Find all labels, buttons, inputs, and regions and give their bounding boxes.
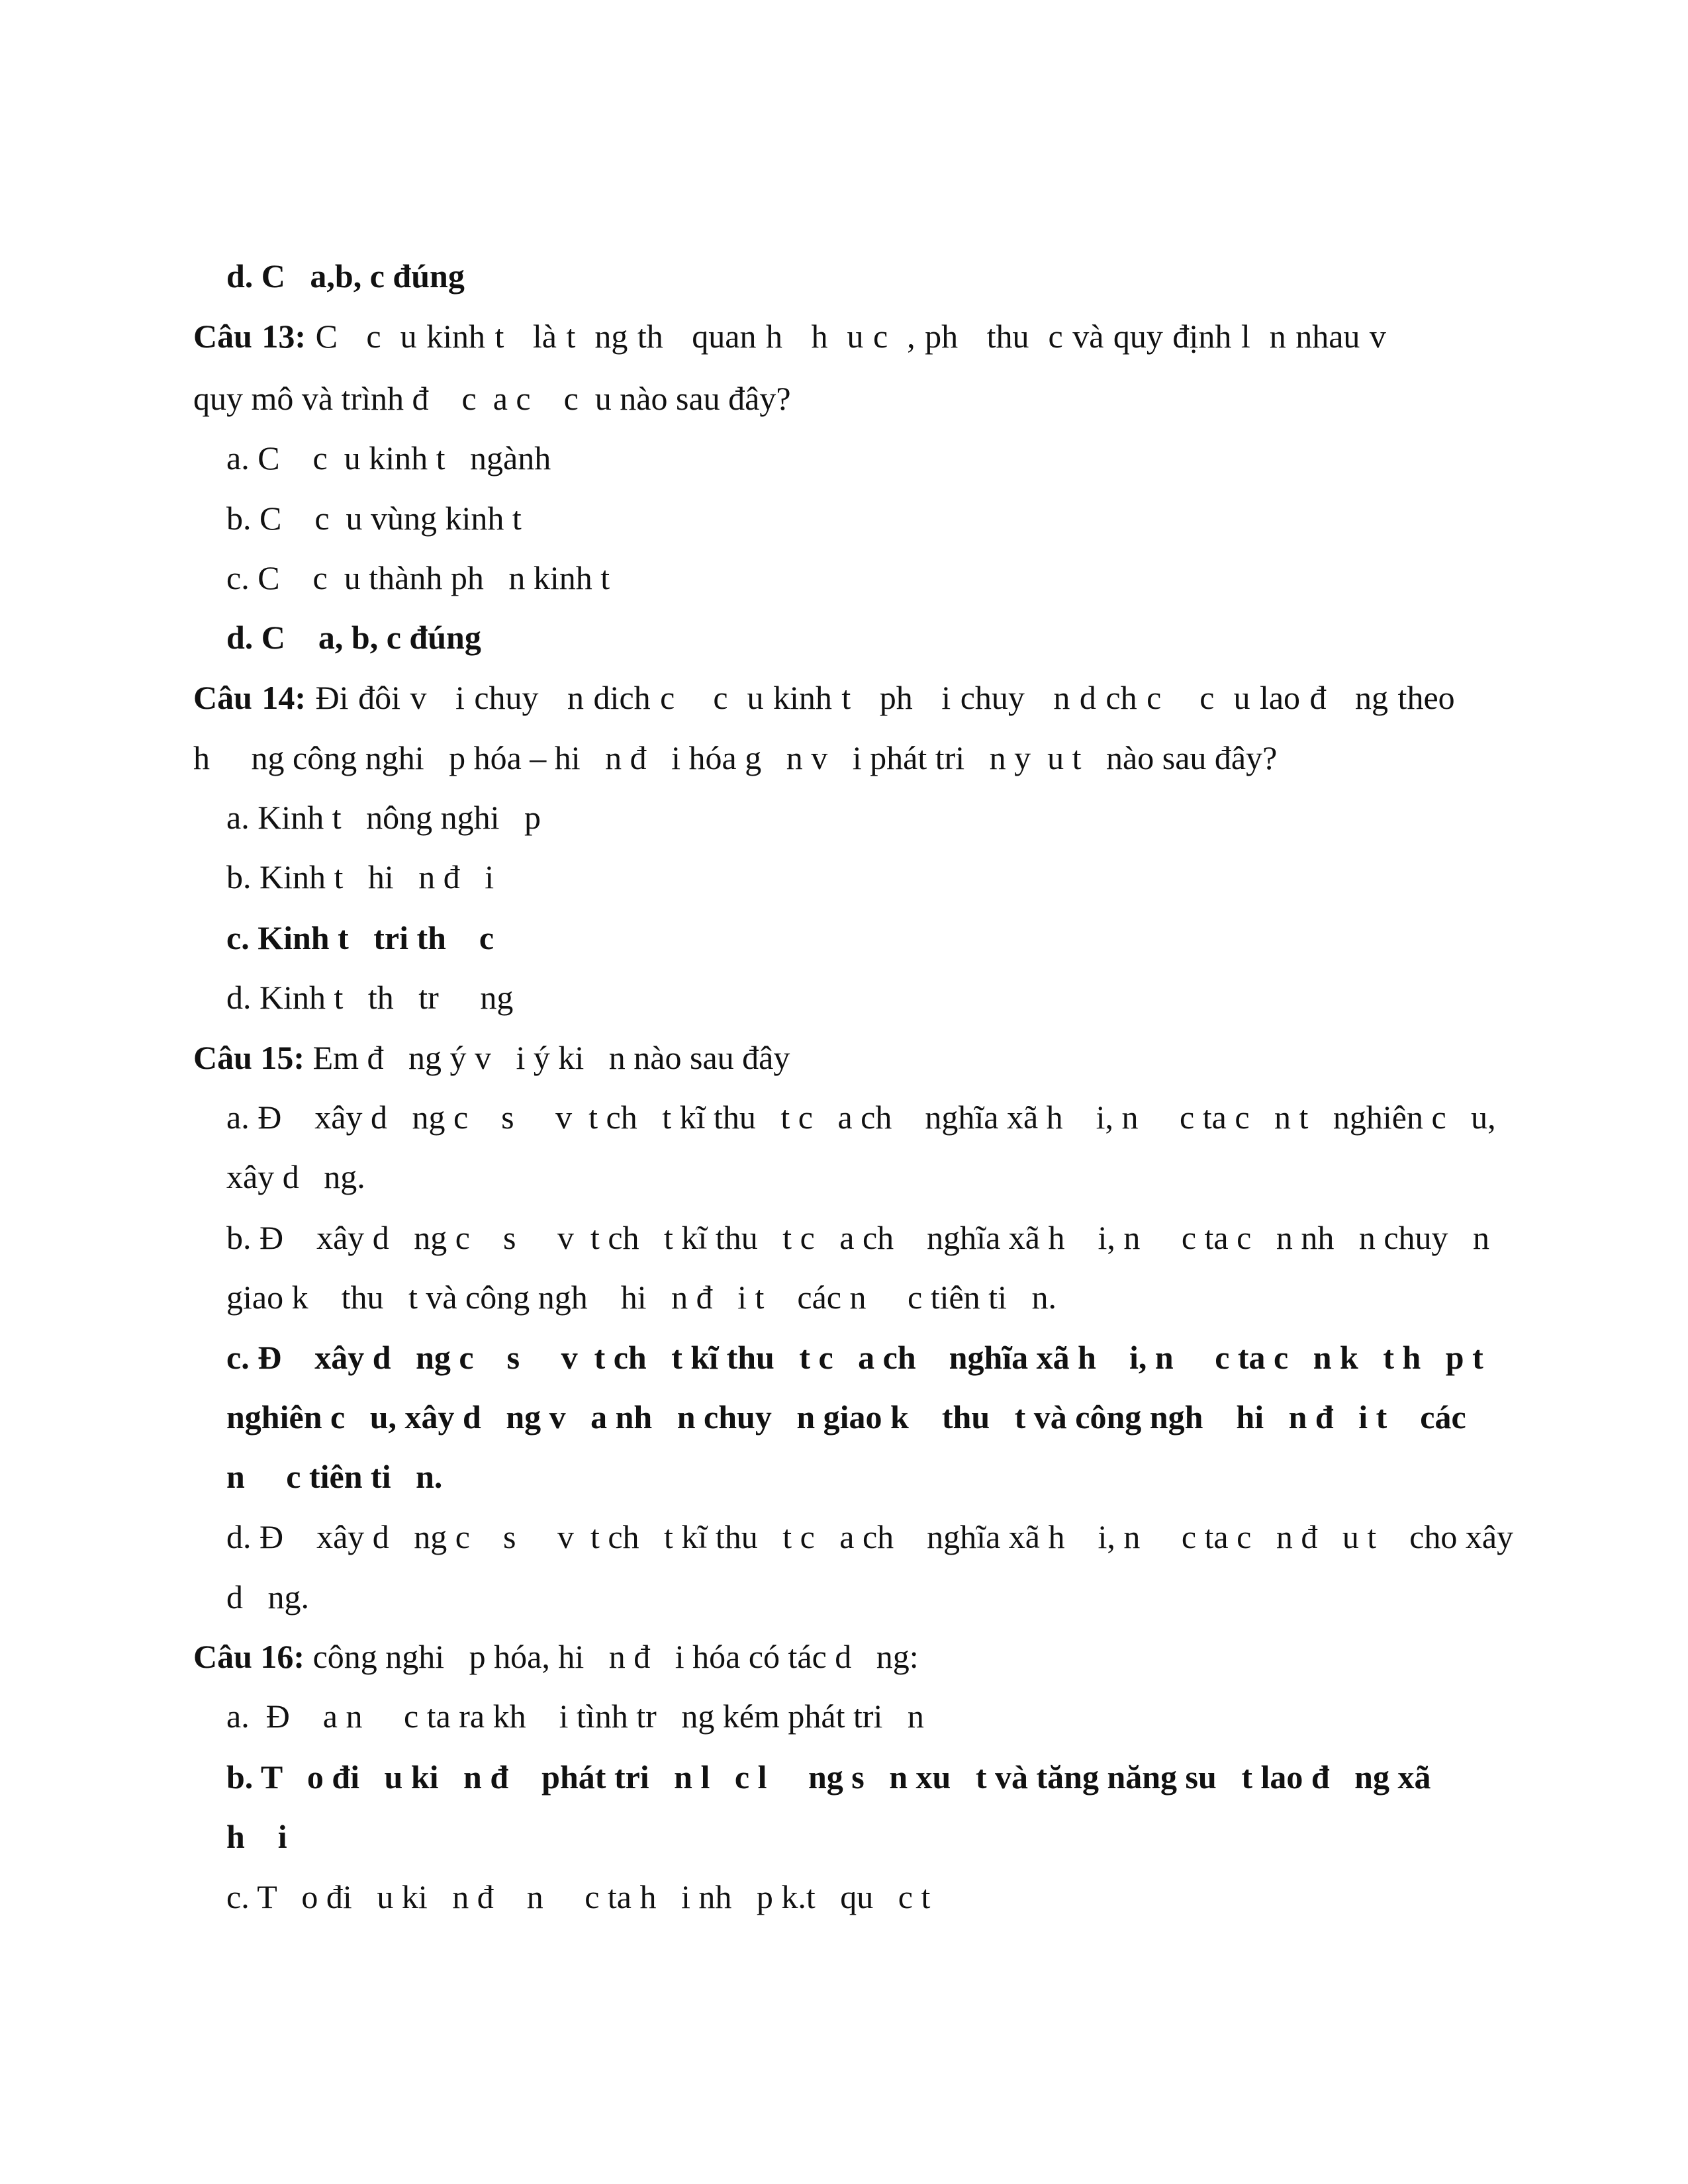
question-14-text-cont: h ng công nghi p hóa – hi n đ i hóa g n v i phát tri n y u t nào sau đây? xyxy=(193,739,1278,776)
question-13 xyxy=(193,316,1386,356)
question-14 xyxy=(193,678,1455,717)
question-13-label: Câu 13: xyxy=(193,318,306,355)
q14-option-b: b. Kinh t hi n đ i xyxy=(226,858,494,895)
q15-option-c-cont2: n c tiên ti n. xyxy=(226,1458,443,1495)
q16-option-b: b. T o đi u ki n đ phát tri n l c l ng s n xu t và tăng năng su t lao đ ng xã xyxy=(226,1758,1431,1796)
q13-option-c: c. C c u thành ph n kinh t xyxy=(226,559,610,596)
q14-option-c: c. Kinh t tri th c xyxy=(226,919,494,956)
q13-option-d: d. C a, b, c đúng xyxy=(226,619,481,656)
q16-option-a: a. Đ a n c ta ra kh i tình tr ng kém phát tri n xyxy=(226,1698,924,1735)
question-13-text-cont: quy mô và trình đ c a c c u nào sau đây? xyxy=(193,380,791,417)
q15-option-c-cont: nghiên c u, xây d ng v a nh n chuy n giao k thu t và công ngh hi n đ i t các xyxy=(226,1398,1466,1435)
q15-option-d-cont: d ng. xyxy=(226,1578,309,1615)
q16-option-b-cont: h i xyxy=(226,1818,287,1855)
q14-option-d: d. Kinh t th tr ng xyxy=(226,979,514,1016)
q15-option-d: d. Đ xây d ng c s v t ch t kĩ thu t c a ch nghĩa xã h i, n c ta c n đ u t cho xây xyxy=(226,1518,1514,1555)
q15-option-a-cont: xây d ng. xyxy=(226,1158,365,1195)
q15-option-a: a. Đ xây d ng c s v t ch t kĩ thu t c a ch nghĩa xã h i, n c ta c n t nghiên c u, xyxy=(226,1099,1496,1136)
question-16-text: công nghi p hóa, hi n đ i hóa có tác d ng: xyxy=(305,1638,919,1675)
q13-option-b: b. C c u vùng kinh t xyxy=(226,500,522,537)
question-15 xyxy=(193,1038,790,1077)
question-16 xyxy=(193,1637,919,1676)
question-16-label: Câu 16: xyxy=(193,1638,305,1675)
q16-option-c: c. T o đi u ki n đ n c ta h i nh p k.t qu c t xyxy=(226,1878,931,1915)
question-15-text: Em đ ng ý v i ý ki n nào sau đây xyxy=(305,1039,790,1076)
q12-answer-d: d. C a,b, c đúng xyxy=(226,257,465,295)
q15-option-b: b. Đ xây d ng c s v t ch t kĩ thu t c a ch nghĩa xã h i, n c ta c n nh n chuy n xyxy=(226,1219,1490,1256)
question-14-label: Câu 14: xyxy=(193,679,306,716)
q13-option-a: a. C c u kinh t ngành xyxy=(226,439,551,477)
question-15-label: Câu 15: xyxy=(193,1039,305,1076)
question-14-text: Đi đôi v i chuy n dich c c u kinh t ph i chuy n d ch c c u lao đ ng theo xyxy=(306,679,1455,716)
question-13-text: C c u kinh t là t ng th quan h h u c , ph thu c và quy định l n nhau v xyxy=(306,318,1386,355)
q15-option-b-cont: giao k thu t và công ngh hi n đ i t các n c tiên ti n. xyxy=(226,1279,1056,1316)
q14-option-a: a. Kinh t nông nghi p xyxy=(226,799,541,836)
q15-option-c: c. Đ xây d ng c s v t ch t kĩ thu t c a ch nghĩa xã h i, n c ta c n k t h p t xyxy=(226,1339,1483,1376)
